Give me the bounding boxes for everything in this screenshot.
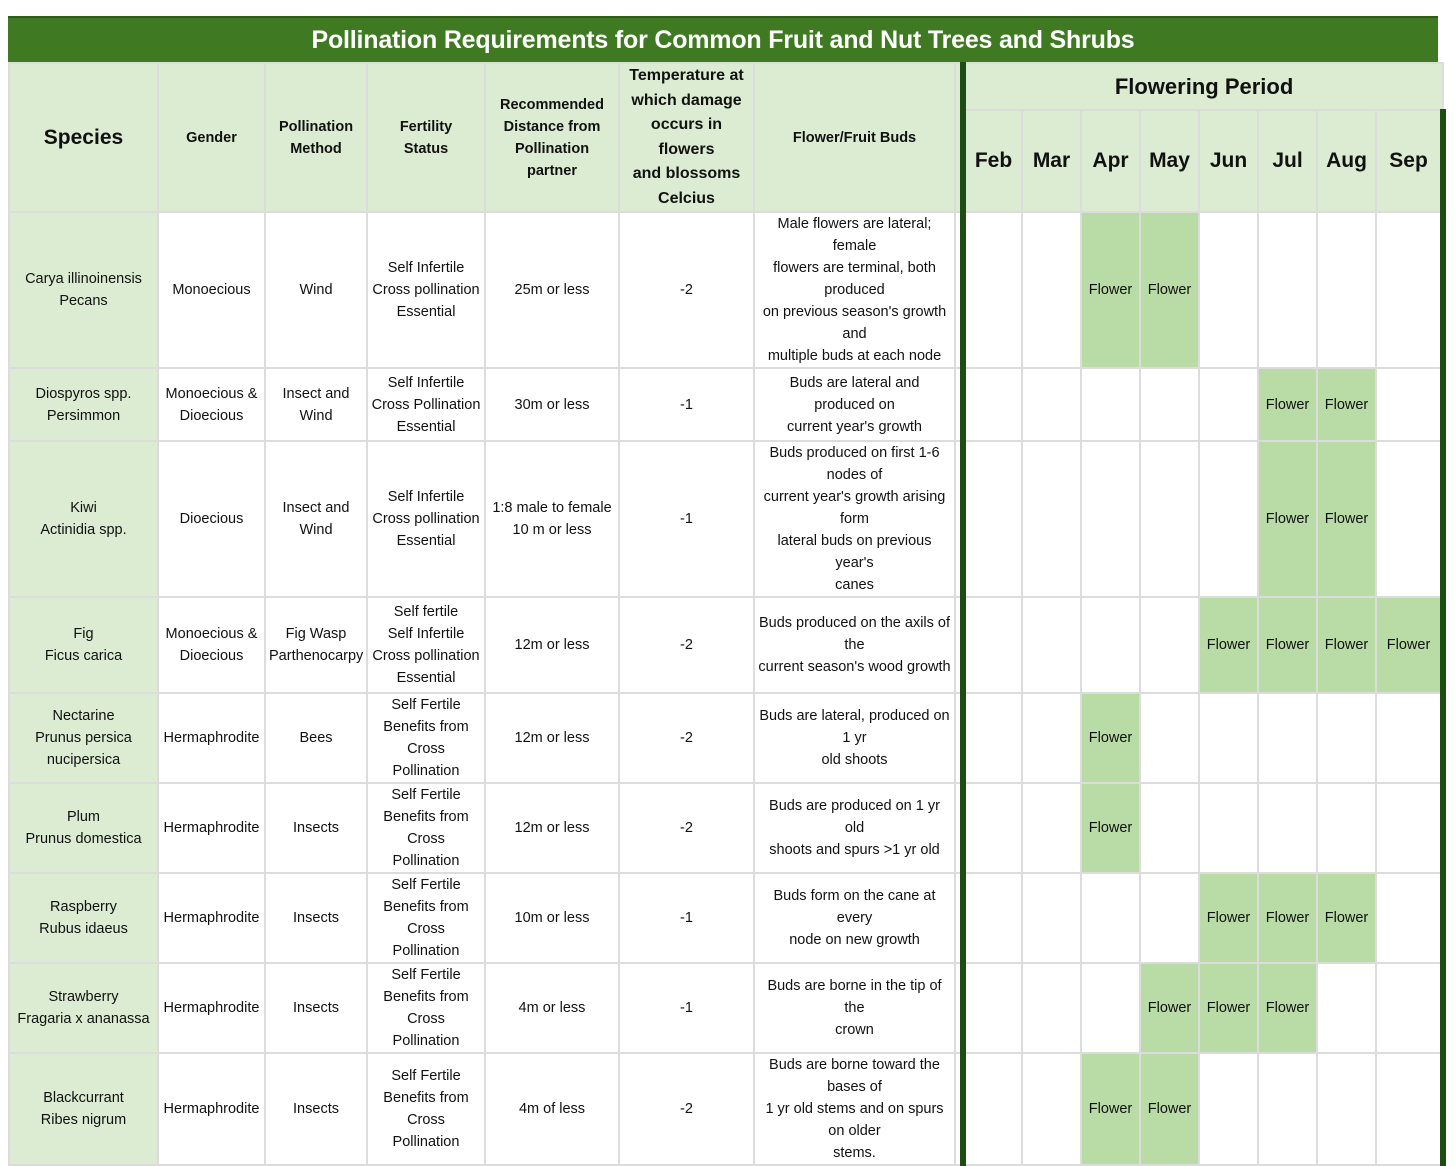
empty-month-cell <box>963 873 1022 963</box>
temperature-cell: -2 <box>619 212 754 368</box>
flower-cell: Flower <box>1140 212 1199 368</box>
empty-month-cell <box>1081 368 1140 441</box>
table-row <box>9 441 1443 597</box>
buds-cell: Buds are produced on 1 yr old shoots and spurs >1 yr old <box>754 783 955 873</box>
empty-month-cell <box>963 1053 1022 1165</box>
temperature-cell: -2 <box>619 1053 754 1165</box>
buds-cell: Buds are lateral, produced on 1 yr old shoots <box>754 693 955 783</box>
empty-month-cell <box>963 212 1022 368</box>
empty-month-cell <box>1317 212 1376 368</box>
distance-cell: 1:8 male to female 10 m or less <box>485 441 619 597</box>
empty-month-cell <box>1140 597 1199 693</box>
fertility-status-cell: Self fertile Self Infertile Cross pollination Essential <box>367 597 485 693</box>
empty-month-cell <box>1022 963 1081 1053</box>
table-row <box>9 963 1443 1053</box>
table-title: Pollination Requirements for Common Fruit and Nut Trees and Shrubs <box>8 16 1438 62</box>
header-fertility-status: Fertility Status <box>367 63 485 212</box>
distance-cell: 12m or less <box>485 693 619 783</box>
empty-month-cell <box>963 368 1022 441</box>
flower-cell: Flower <box>1199 873 1258 963</box>
distance-cell: 10m or less <box>485 873 619 963</box>
empty-month-cell <box>1376 368 1443 441</box>
empty-month-cell <box>1199 783 1258 873</box>
divider-cell <box>955 368 963 441</box>
empty-month-cell <box>1140 693 1199 783</box>
table-row <box>9 783 1443 873</box>
species-cell: Blackcurrant Ribes nigrum <box>9 1053 158 1165</box>
distance-cell: 4m or less <box>485 963 619 1053</box>
pollination-method-cell: Insect and Wind <box>265 368 367 441</box>
species-cell: Plum Prunus domestica <box>9 783 158 873</box>
fertility-status-cell: Self Infertile Cross pollination Essential <box>367 212 485 368</box>
divider-cell <box>955 1053 963 1165</box>
empty-month-cell <box>1258 693 1317 783</box>
empty-month-cell <box>1258 212 1317 368</box>
flower-cell: Flower <box>1081 783 1140 873</box>
empty-month-cell <box>1199 368 1258 441</box>
pollination-method-cell: Insects <box>265 873 367 963</box>
gender-cell: Hermaphrodite <box>158 693 265 783</box>
pollination-method-cell: Bees <box>265 693 367 783</box>
empty-month-cell <box>963 441 1022 597</box>
empty-month-cell <box>1022 1053 1081 1165</box>
divider-cell <box>955 783 963 873</box>
fertility-status-cell: Self Infertile Cross pollination Essential <box>367 441 485 597</box>
species-cell: Diospyros spp. Persimmon <box>9 368 158 441</box>
flower-cell: Flower <box>1258 597 1317 693</box>
pollination-table <box>8 62 1446 1166</box>
flower-cell: Flower <box>1140 1053 1199 1165</box>
species-cell: Raspberry Rubus idaeus <box>9 873 158 963</box>
flower-cell: Flower <box>1317 368 1376 441</box>
pollination-method-cell: Fig Wasp Parthenocarpy <box>265 597 367 693</box>
header-month-may: May <box>1140 110 1199 212</box>
distance-cell: 25m or less <box>485 212 619 368</box>
empty-month-cell <box>1140 873 1199 963</box>
flower-cell: Flower <box>1258 873 1317 963</box>
divider-cell <box>955 873 963 963</box>
fertility-status-cell: Self Infertile Cross Pollination Essential <box>367 368 485 441</box>
pollination-method-cell: Insects <box>265 1053 367 1165</box>
table-row <box>9 597 1443 693</box>
species-cell: Strawberry Fragaria x ananassa <box>9 963 158 1053</box>
header-gender: Gender <box>158 63 265 212</box>
header-pollination-method: Pollination Method <box>265 63 367 212</box>
divider-cell <box>955 963 963 1053</box>
empty-month-cell <box>1376 963 1443 1053</box>
flower-cell: Flower <box>1199 597 1258 693</box>
gender-cell: Monoecious <box>158 212 265 368</box>
empty-month-cell <box>963 963 1022 1053</box>
empty-month-cell <box>1376 212 1443 368</box>
table-row <box>9 693 1443 783</box>
species-cell: Carya illinoinensis Pecans <box>9 212 158 368</box>
flower-cell: Flower <box>1081 1053 1140 1165</box>
empty-month-cell <box>1376 873 1443 963</box>
empty-month-cell <box>1022 873 1081 963</box>
buds-cell: Male flowers are lateral; female flowers are terminal, both produced on previous season's growth and multiple buds at each node <box>754 212 955 368</box>
empty-month-cell <box>1022 783 1081 873</box>
empty-month-cell <box>963 597 1022 693</box>
pollination-method-cell: Insects <box>265 783 367 873</box>
distance-cell: 12m or less <box>485 783 619 873</box>
empty-month-cell <box>1317 963 1376 1053</box>
empty-month-cell <box>1317 1053 1376 1165</box>
header-month-jul: Jul <box>1258 110 1317 212</box>
table-row <box>9 873 1443 963</box>
empty-month-cell <box>1022 368 1081 441</box>
fertility-status-cell: Self Fertile Benefits from Cross Pollination <box>367 873 485 963</box>
empty-month-cell <box>1199 693 1258 783</box>
header-species: Species <box>9 63 158 212</box>
empty-month-cell <box>1081 597 1140 693</box>
pollination-method-cell: Wind <box>265 212 367 368</box>
empty-month-cell <box>1376 1053 1443 1165</box>
empty-month-cell <box>1140 368 1199 441</box>
empty-month-cell <box>1022 597 1081 693</box>
header-month-feb: Feb <box>963 110 1022 212</box>
header-month-jun: Jun <box>1199 110 1258 212</box>
empty-month-cell <box>963 693 1022 783</box>
empty-month-cell <box>1022 212 1081 368</box>
table-row <box>9 368 1443 441</box>
empty-month-cell <box>1376 783 1443 873</box>
fertility-status-cell: Self Fertile Benefits from Cross Pollination <box>367 693 485 783</box>
empty-month-cell <box>1317 693 1376 783</box>
header-month-apr: Apr <box>1081 110 1140 212</box>
flower-cell: Flower <box>1140 963 1199 1053</box>
empty-month-cell <box>1199 1053 1258 1165</box>
header-buds: Flower/Fruit Buds <box>754 63 955 212</box>
header-month-mar: Mar <box>1022 110 1081 212</box>
divider-cell <box>955 212 963 368</box>
flower-cell: Flower <box>1317 441 1376 597</box>
buds-cell: Buds are lateral and produced on current year's growth <box>754 368 955 441</box>
header-distance: Recommended Distance from Pollination partner <box>485 63 619 212</box>
buds-cell: Buds produced on the axils of the current season's wood growth <box>754 597 955 693</box>
empty-month-cell <box>1140 441 1199 597</box>
empty-month-cell <box>963 783 1022 873</box>
empty-month-cell <box>1199 212 1258 368</box>
empty-month-cell <box>1258 1053 1317 1165</box>
empty-month-cell <box>1022 441 1081 597</box>
flower-cell: Flower <box>1376 597 1443 693</box>
empty-month-cell <box>1140 783 1199 873</box>
table-row <box>9 212 1443 368</box>
flower-cell: Flower <box>1258 963 1317 1053</box>
buds-cell: Buds form on the cane at every node on new growth <box>754 873 955 963</box>
species-cell: Kiwi Actinidia spp. <box>9 441 158 597</box>
pollination-method-cell: Insects <box>265 963 367 1053</box>
gender-cell: Monoecious & Dioecious <box>158 368 265 441</box>
empty-month-cell <box>1376 441 1443 597</box>
temperature-cell: -2 <box>619 783 754 873</box>
empty-month-cell <box>1376 693 1443 783</box>
temperature-cell: -2 <box>619 693 754 783</box>
buds-cell: Buds are borne in the tip of the crown <box>754 963 955 1053</box>
header-month-sep: Sep <box>1376 110 1443 212</box>
divider-cell <box>955 597 963 693</box>
distance-cell: 30m or less <box>485 368 619 441</box>
species-cell: Nectarine Prunus persica nucipersica <box>9 693 158 783</box>
empty-month-cell <box>1081 873 1140 963</box>
header-temperature: Temperature at which damage occurs in flowers and blossoms Celcius <box>619 63 754 212</box>
temperature-cell: -1 <box>619 963 754 1053</box>
gender-cell: Hermaphrodite <box>158 783 265 873</box>
empty-month-cell <box>1081 441 1140 597</box>
flower-cell: Flower <box>1317 597 1376 693</box>
gender-cell: Hermaphrodite <box>158 963 265 1053</box>
species-cell: Fig Ficus carica <box>9 597 158 693</box>
empty-month-cell <box>1081 963 1140 1053</box>
fertility-status-cell: Self Fertile Benefits from Cross Pollination <box>367 1053 485 1165</box>
table-row <box>9 1053 1443 1165</box>
gender-cell: Hermaphrodite <box>158 1053 265 1165</box>
flower-cell: Flower <box>1258 441 1317 597</box>
flower-cell: Flower <box>1317 873 1376 963</box>
temperature-cell: -2 <box>619 597 754 693</box>
buds-cell: Buds produced on first 1-6 nodes of current year's growth arising form lateral buds on previous year's canes <box>754 441 955 597</box>
header-month-aug: Aug <box>1317 110 1376 212</box>
flower-cell: Flower <box>1081 212 1140 368</box>
empty-month-cell <box>1258 783 1317 873</box>
fertility-status-cell: Self Fertile Benefits from Cross Pollination <box>367 963 485 1053</box>
distance-cell: 4m of less <box>485 1053 619 1165</box>
empty-month-cell <box>1199 441 1258 597</box>
header-flowering-period: Flowering Period <box>963 63 1443 110</box>
flower-cell: Flower <box>1081 693 1140 783</box>
divider-cell <box>955 693 963 783</box>
divider-cell <box>955 441 963 597</box>
gender-cell: Hermaphrodite <box>158 873 265 963</box>
empty-month-cell <box>1317 783 1376 873</box>
header-divider <box>955 63 963 212</box>
distance-cell: 12m or less <box>485 597 619 693</box>
flower-cell: Flower <box>1258 368 1317 441</box>
buds-cell: Buds are borne toward the bases of 1 yr old stems and on spurs on older stems. <box>754 1053 955 1165</box>
pollination-method-cell: Insect and Wind <box>265 441 367 597</box>
temperature-cell: -1 <box>619 873 754 963</box>
gender-cell: Monoecious & Dioecious <box>158 597 265 693</box>
temperature-cell: -1 <box>619 441 754 597</box>
gender-cell: Dioecious <box>158 441 265 597</box>
fertility-status-cell: Self Fertile Benefits from Cross Pollination <box>367 783 485 873</box>
temperature-cell: -1 <box>619 368 754 441</box>
empty-month-cell <box>1022 693 1081 783</box>
flower-cell: Flower <box>1199 963 1258 1053</box>
